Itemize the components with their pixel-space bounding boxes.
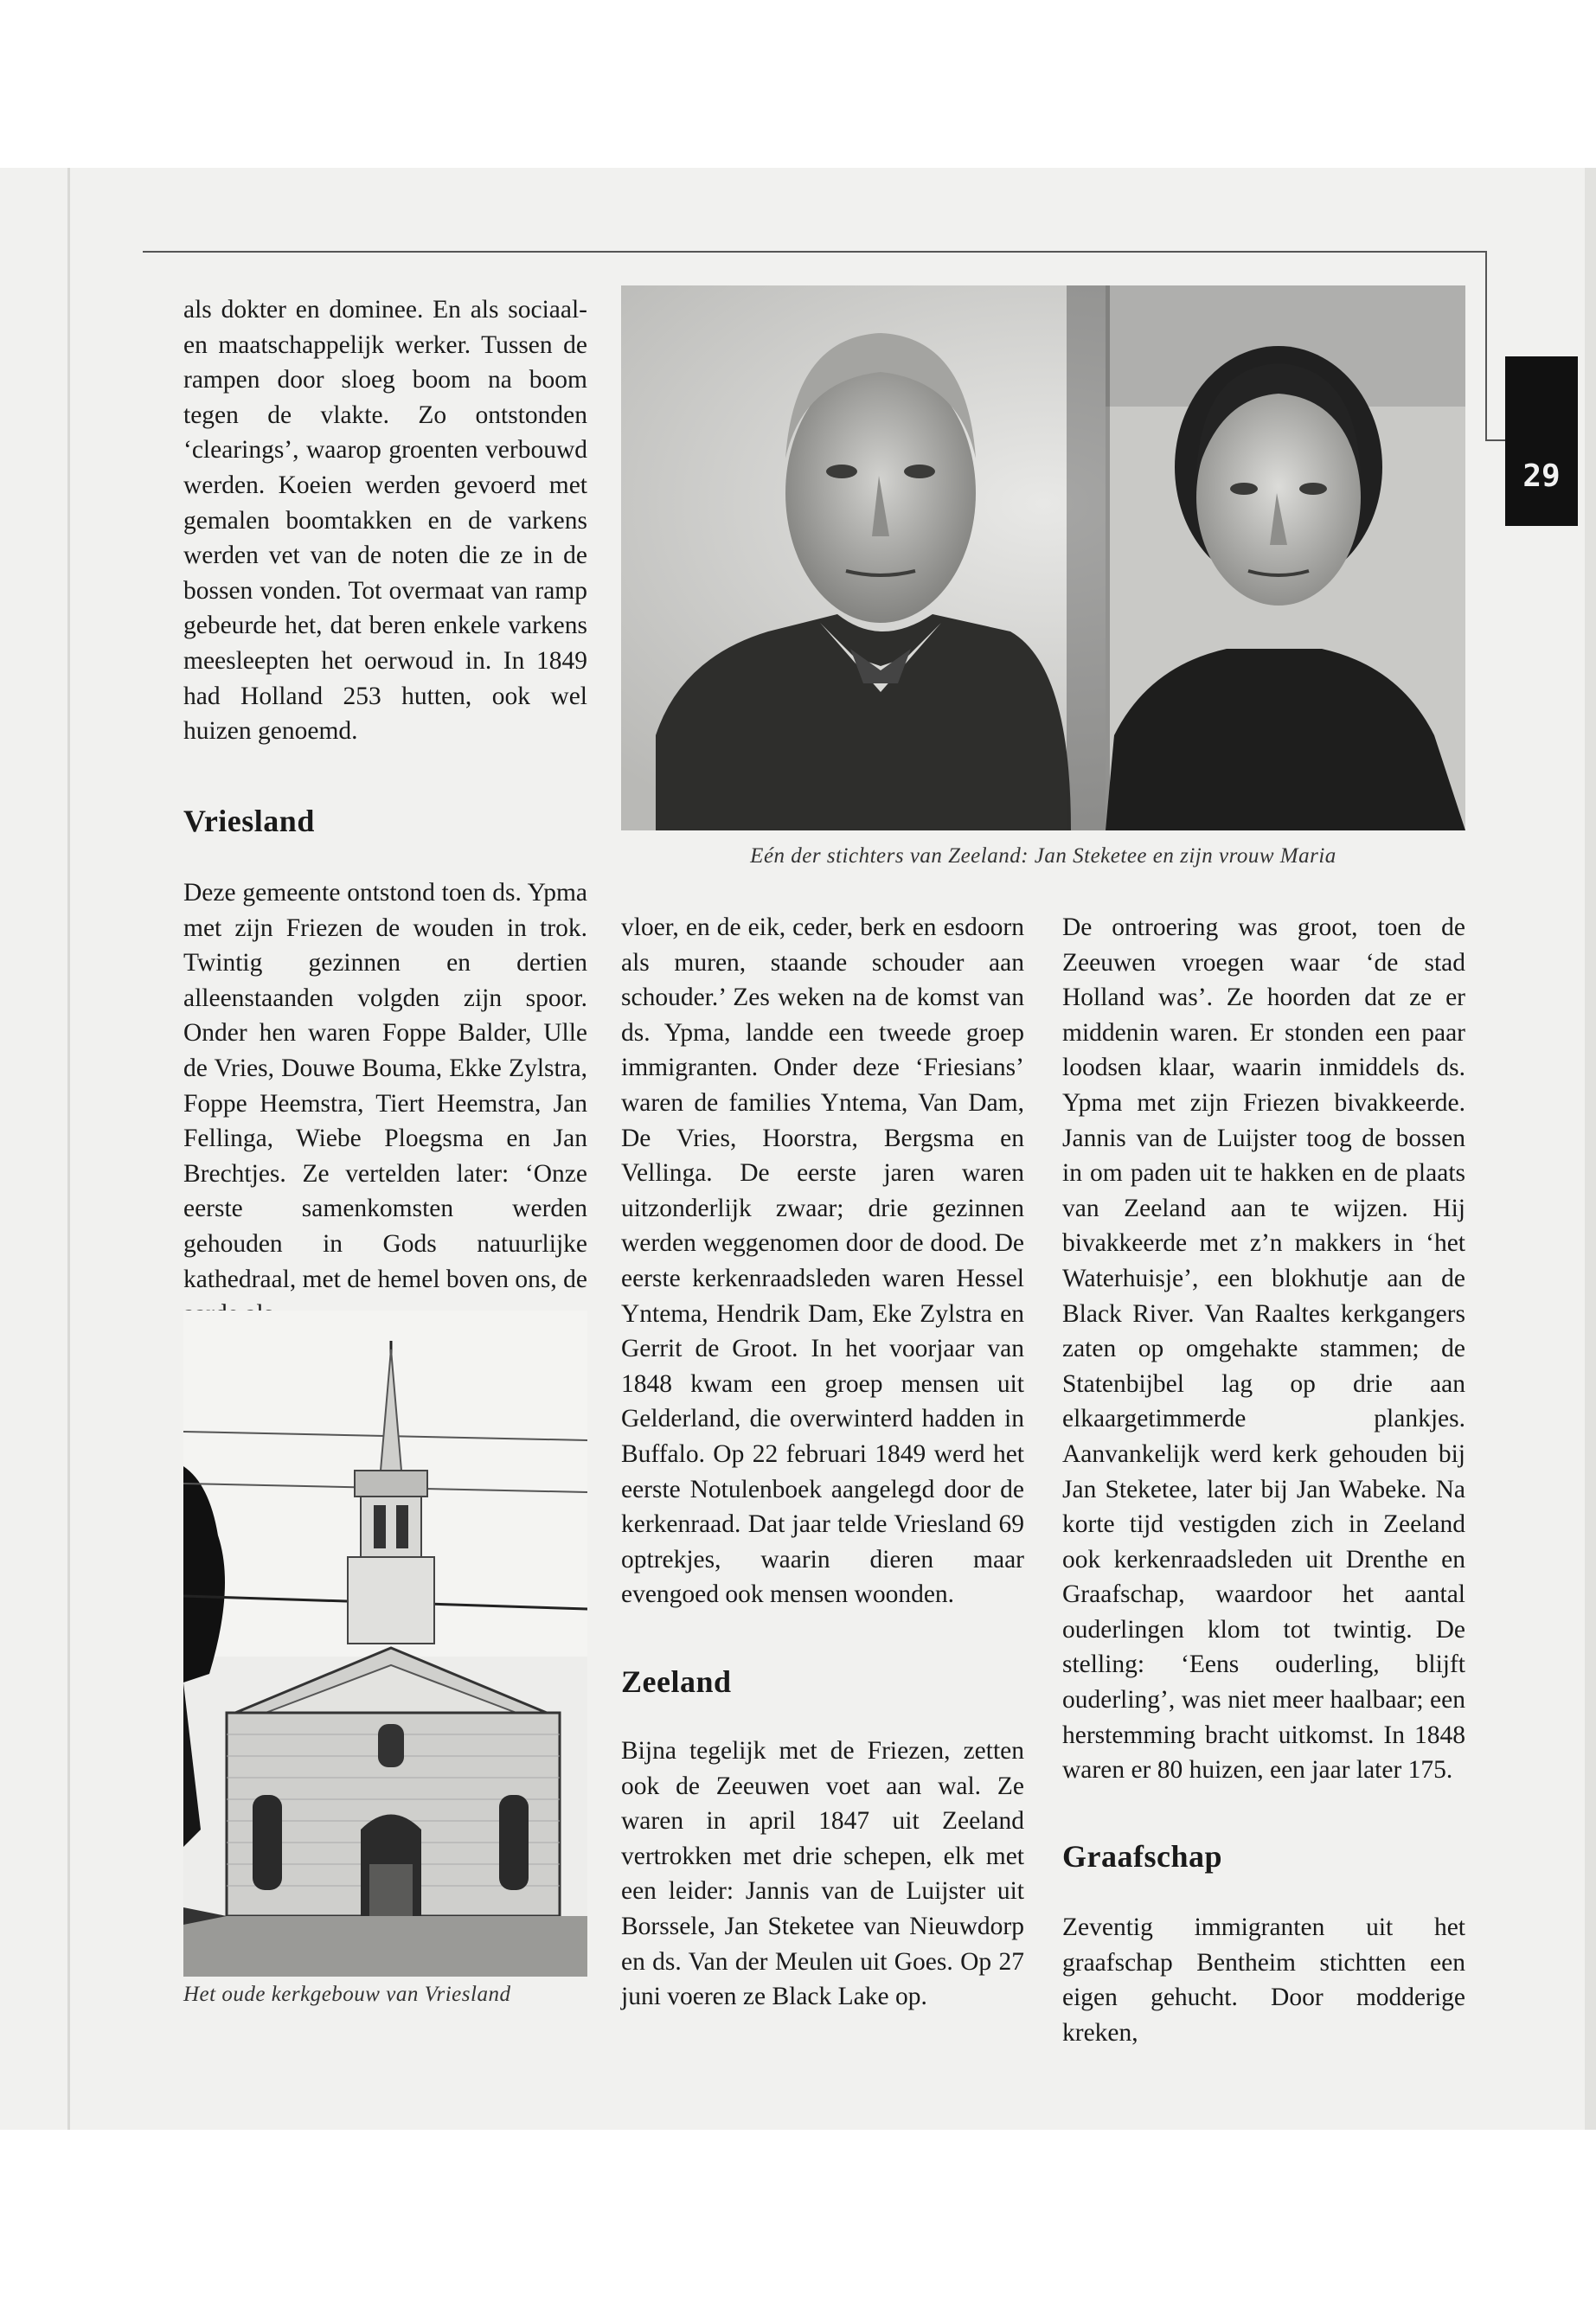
vriesland-text (183, 875, 587, 1332)
column1-top-text (183, 292, 587, 749)
gutter-line (67, 168, 70, 2130)
portrait-caption: Eén der stichters van Zeeland: Jan Steketee en zijn vrouw Maria (750, 844, 1336, 868)
page-number-tab (1505, 356, 1578, 526)
column3-text (1062, 910, 1465, 1788)
church-photo-image (183, 1311, 587, 1977)
graafschap-text (1062, 1910, 1465, 2050)
portrait-photo-image (621, 285, 1465, 830)
graafschap-heading: Graafschap (1062, 1839, 1222, 1874)
top-rule (143, 251, 1486, 253)
rule-vertical (1485, 251, 1487, 441)
column2-text (621, 910, 1024, 1612)
vriesland-paragraph: Deze gemeente ontstond toen ds. Ypma met zijn Friezen de wouden in trok. Twintig gezinnen en dertien alleenstaanden volgden zijn spoor. Onder hen waren Foppe Balder, Ulle de Vries, Douwe Bouma, Ekke Zylstra, Foppe Heemstra, Tiert Heemstra, Jan Fellinga, Wiebe Ploegsma en Jan Brechtjes. Ze vertelden later: ‘Onze eerste samenkomsten werden gehouden in Gods natuurlijke kathedraal, met de hemel boven ons, de (183, 879, 587, 1293)
page-edge (1585, 168, 1596, 2130)
church-caption: Het oude kerkgebouw van Vriesland (183, 1983, 511, 2006)
church-photo (183, 1311, 587, 1977)
column1-top-paragraph: als dokter en dominee. En als sociaal- en maatschappelijk werker. Tussen de rampen door sloeg boom na boom tegen de vlakte. Zo ontstonden ‘clearings’, waarop groenten verbouwd werden. Koeien werden gevoerd met gemalen boomtakken en de varkens werden vet van de noten die ze in de bossen vonden. Tot overmaat van ramp gebeurde het, dat beren enkele varkens meesleepten het oerwoud in. In 1849 had Holland 253 hutten, ook wel huizen genoemd. (183, 296, 587, 746)
portrait-photo (621, 285, 1465, 830)
graafschap-paragraph: Zeventig immigranten uit het graafschap Bentheim stichtten een eigen gehucht. Door modderige kreken, (1062, 1913, 1465, 2047)
zeeland-paragraph: Bijna tegelijk met de Friezen, zetten ook de Zeeuwen voet aan wal. Ze waren in april 1847 uit Zeeland vertrokken met drie schepen, elk met een leider: Jannis van de Luijster uit Borssele, Jan Steketee van Nieuwdorp en ds. Van der Meulen uit Goes. Op 27 juni voeren ze Black Lake op. (621, 1737, 1024, 2011)
zeeland-heading: Zeeland (621, 1664, 732, 1699)
page-number: 29 (1522, 458, 1561, 494)
column2-paragraph: vloer, en de eik, ceder, berk en esdoorn als muren, staande schouder aan schouder.’ Zes weken na de komst van ds. Ypma, landde een tweede groep immigranten. Onder deze ‘Friesians’ waren de families Yntema, Van Dam, De Vries, Hoorstra, Bergsma en Vellinga. De eerste jaren waren uitzonderlijk zwaar; drie gezinnen werden weggenomen door de dood. De eerste kerkenraadsleden waren Hessel Yntema, Hendrik Dam, Eke Zylstra en Gerrit de Groot. In het voorjaar van 1848 kwam een groep mensen uit Gelderland, die overwinterd hadden in Buffalo. Op 22 februari 1849 werd het eerste Notulenboek aangelegd door de kerkenraad. Dat jaar telde Vriesland 69 optrekjes, waarin dieren maar evengoed ook mensen woonden. (621, 913, 1024, 1609)
zeeland-text (621, 1734, 1024, 2015)
column3-paragraph: De ontroering was groot, toen de Zeeuwen vroegen waar ‘de stad Holland was’. Ze hoorden dat ze er middenin waren. Er stonden een paar loodsen klaar, waarin inmiddels ds. Ypma met zijn Friezen bivakkeerde. Jannis van de Luijster toog de bossen in om paden uit te hakken en de plaats van Zeeland aan te wijzen. Hij bivakkeerde met z’n makkers in ‘het Waterhuisje’, een blokhutje aan de Black River. Van Raaltes kerkgangers zaten op omgehakte stammen; de Statenbijbel lag op drie aan elkaargetimmerde plankjes. Aanvankelijk werd kerk gehouden bij Jan Steketee, later bij Jan Wabeke. Na korte tijd vestigden zich in Zeeland ook kerkenraadsleden uit Drenthe en Graafschap, waardoor het aantal ouderlingen klom tot twintig. De stelling: ‘Eens ouderling, blijft ouderling’, was niet meer haalbaar; een herstemming bracht uitkomst. In 1848 waren er 80 huizen, een jaar later 175. (1062, 913, 1465, 1785)
vriesland-heading: Vriesland (183, 804, 315, 838)
